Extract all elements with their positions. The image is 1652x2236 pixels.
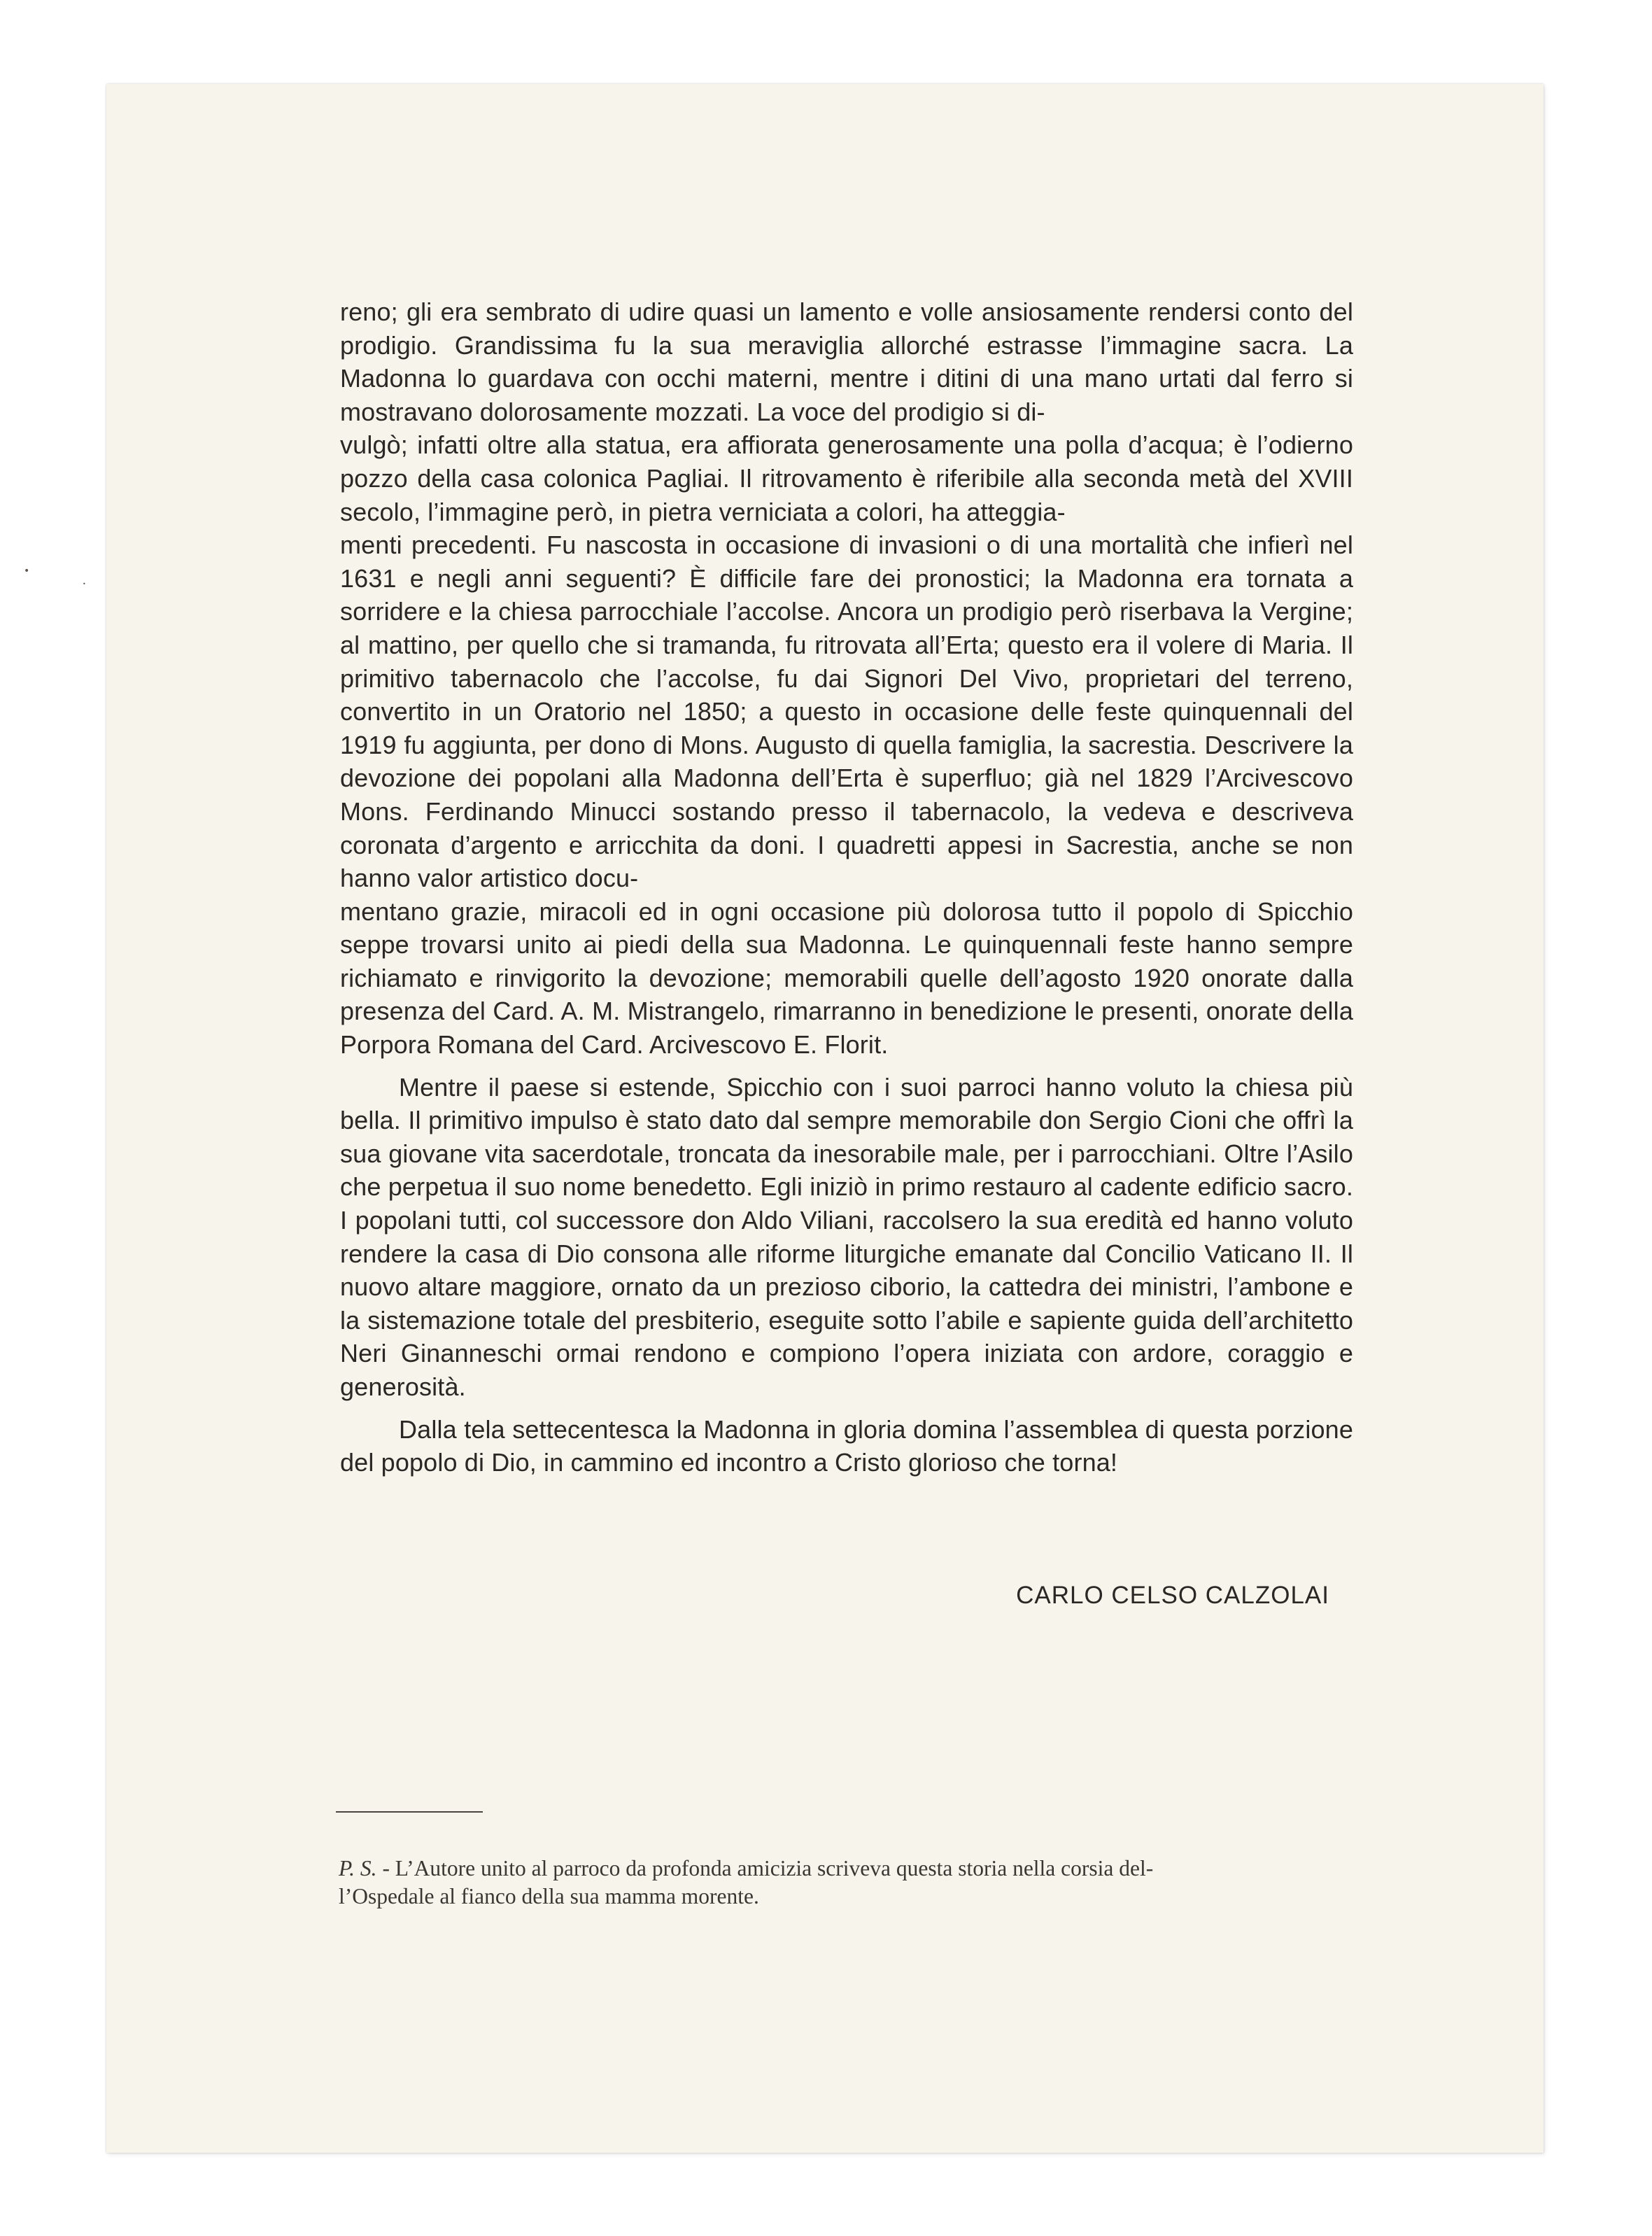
postscript-label: P. S. xyxy=(339,1856,377,1880)
footnote-divider xyxy=(336,1811,483,1813)
body-text xyxy=(340,295,1353,1479)
author-signature: CARLO CELSO CALZOLAI xyxy=(1016,1582,1329,1609)
paragraph: Mentre il paese si estende, Spicchio con i suoi parroci hanno voluto la chiesa più bella. Il primitivo impulso è stato dato dal sempre memorabile don Sergio Cioni che offrì la sua giovane vita sacerdotale, troncata da inesorabile male, per i parrocchiani. Oltre l’Asilo che perpetua il suo nome benedetto. Egli iniziò in primo restauro al cadente edificio sacro. I popolani tutti, col successore don Aldo Viliani, raccolsero la sua eredità ed hanno voluto rendere la casa di Dio consona alle riforme liturgiche emanate dal Concilio Vaticano II. Il nuovo altare maggiore, ornato da un prezioso ciborio, la cattedra dei ministri, l’ambone e la sistemazione totale del presbiterio, eseguite sotto l’abile e sapiente guida dell’architetto Neri Ginanneschi ormai rendono e compiono l’opera iniziata con ardore, coraggio e generosità. xyxy=(340,1072,1353,1401)
postscript-footnote xyxy=(339,1855,1385,1911)
postscript-text: - L’Autore unito al parroco da profonda amicizia scriveva questa storia nella corsia del- l’Ospedale al fianco della sua mamma morente. xyxy=(339,1856,1154,1908)
paragraph: reno; gli era sembrato di udire quasi un lamento e volle ansiosamente rendersi conto del prodigio. Grandissima fu la sua meraviglia allorché estrasse l’immagine sacra. La Madonna lo guardava con occhi materni, mentre i ditini di una mano urtati dal ferro si mostravano dolorosamente mozzati. La voce del prodigio si di- vulgò; infatti oltre alla statua, era affiorata generosamente una polla d’acqua; è l’odierno pozzo della casa colonica Pagliai. Il ritrovamento è riferibile alla seconda metà del XVIII secolo, l’immagine però, in pietra verniciata a colori, ha atteggia- menti precedenti. Fu nascosta in occasione di invasioni o di una mortalità che infierì nel 1631 e negli anni seguenti? È difficile fare dei pronostici; la Madonna era tornata a sorridere e la chiesa parrocchiale l’accolse. Ancora un prodigio però riserbava la Vergine; al mattino, per quello che si tramanda, fu ritrovata all’Erta; questo era il volere di Maria. Il primitivo tabernacolo che l’accolse, fu dai Signori Del Vivo, proprietari del terreno, convertito in un Oratorio nel 1850; a questo in occasione delle feste quinquennali del 1919 fu aggiunta, per dono di Mons. Augusto di quella famiglia, la sacrestia. Descrivere la devozione dei popolani alla Madonna dell’Erta è superfluo; già nel 1829 l’Arcivescovo Mons. Ferdinando Minucci sostando presso il tabernacolo, la vedeva e descriveva coronata d’argento e arricchita da doni. I quadretti appesi in Sacrestia, anche se non hanno valor artistico docu- mentano grazie, miracoli ed in ogni occasione più dolorosa tutto il popolo di Spicchio seppe trovarsi unito ai piedi della sua Madonna. Le quinquennali feste hanno sempre richiamato e rinvigorito la devozione; memorabili quelle dell’agosto 1920 onorate dalla presenza del Card. A. M. Mistrangelo, rimarranno in benedizione le presenti, onorate della Porpora Romana del Card. Arcivescovo E. Florit. xyxy=(340,297,1353,1060)
scan-speck: • xyxy=(83,581,86,587)
paragraph: Dalla tela settecentesca la Madonna in gloria domina l’assemblea di questa porzione del popolo di Dio, in cammino ed incontro a Cristo glorioso che torna! xyxy=(340,1414,1353,1477)
scan-speck: • xyxy=(24,565,30,577)
